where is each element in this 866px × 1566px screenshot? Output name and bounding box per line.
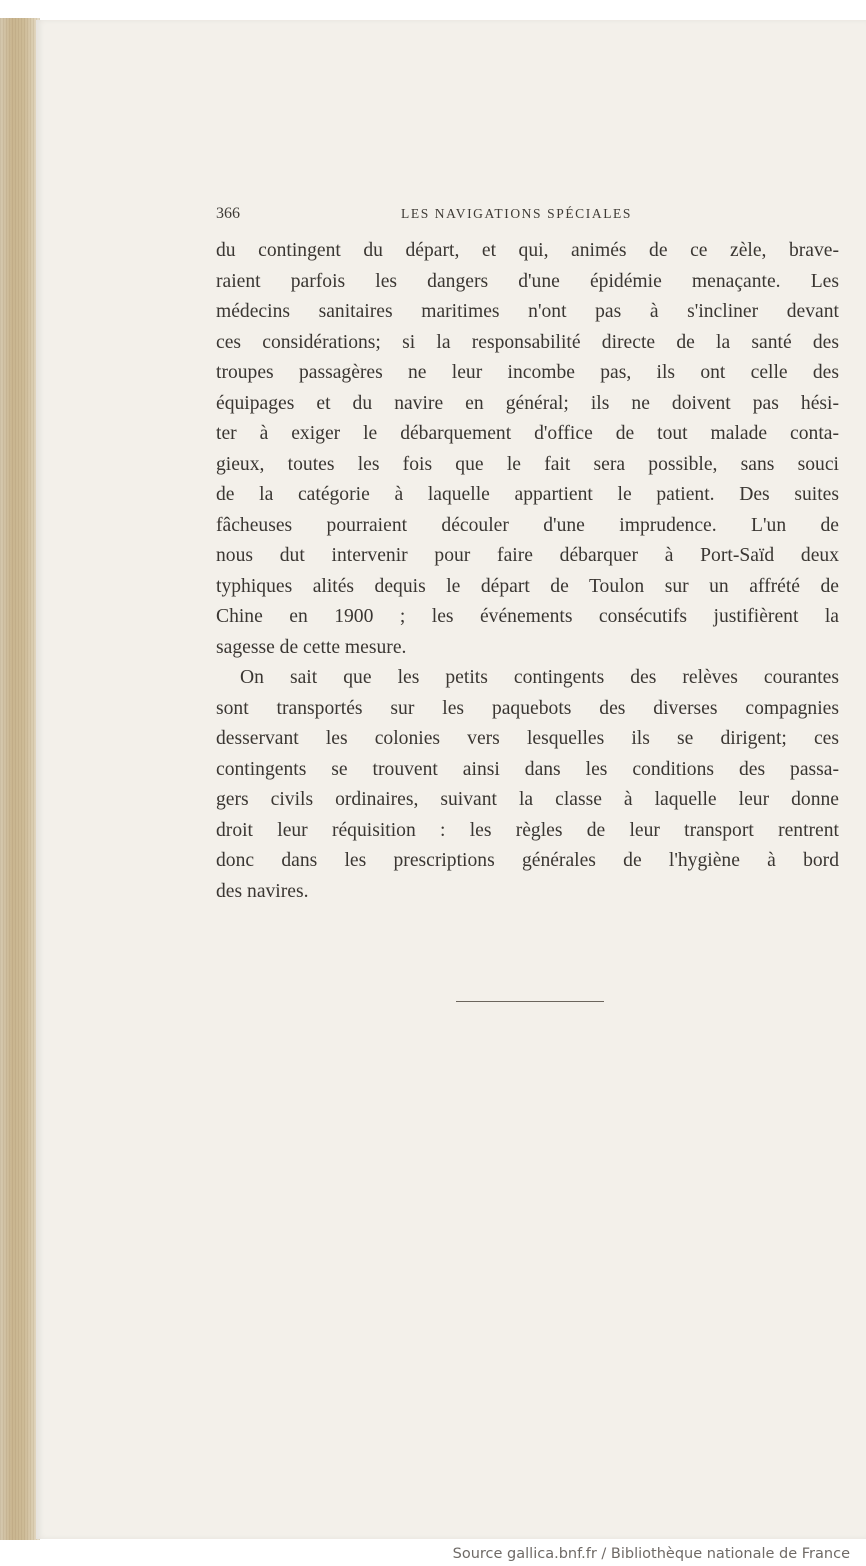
text-line: médecins sanitaires maritimes n'ont pas à s'incliner devant [216,301,839,322]
text-line: contingents se trouvent ainsi dans les conditions des passa- [216,758,839,780]
text-line: droit leur réquisition : les règles de leur transport rentrent [216,819,839,841]
end-of-section-rule [456,1001,604,1002]
running-title: LES NAVIGATIONS SPÉCIALES [401,206,633,221]
text-line: nous dut intervenir pour faire débarquer à Port-Saïd deux [216,545,839,566]
text-line: typhiques alités dequis le départ de Toulon sur un affrété de [216,575,839,597]
running-head [216,205,839,225]
text-line: Chine en 1900 ; les événements consécutifs justifièrent la [216,606,839,627]
text-line: raient parfois les dangers d'une épidémie menaçante. Les [216,270,839,292]
text-line: sont transportés sur les paquebots des diverses compagnies [216,697,839,719]
text-line: desservant les colonies vers lesquelles ils se dirigent; ces [216,728,839,749]
text-line: gieux, toutes les fois que le fait sera possible, sans souci [216,453,839,475]
text-line: donc dans les prescriptions générales de l'hygiène à bord [216,850,839,871]
text-line: ter à exiger le débarquement d'office de tout malade conta- [216,423,839,444]
text-line: ces considérations; si la responsabilité directe de la santé des [216,331,839,353]
text-line: du contingent du départ, et qui, animés de ce zèle, brave- [216,240,839,261]
text-line: On sait que les petits contingents des relèves courantes [240,667,839,688]
text-line: fâcheuses pourraient découler d'une imprudence. L'un de [216,514,839,536]
body-text [216,236,839,907]
text-line: gers civils ordinaires, suivant la classe à laquelle leur donne [216,789,839,810]
text-line: équipages et du navire en général; ils ne doivent pas hési- [216,392,839,414]
book-page-edges [0,18,40,1540]
text-line: des navires. [216,880,309,902]
text-line: troupes passagères ne leur incombe pas, ils ont celle des [216,362,839,383]
text-line: sagesse de cette mesure. [216,636,407,658]
text-line: de la catégorie à laquelle appartient le patient. Des suites [216,484,839,505]
page-number: 366 [216,205,240,222]
source-attribution: Source gallica.bnf.fr / Bibliothèque nationale de France [452,1546,850,1562]
